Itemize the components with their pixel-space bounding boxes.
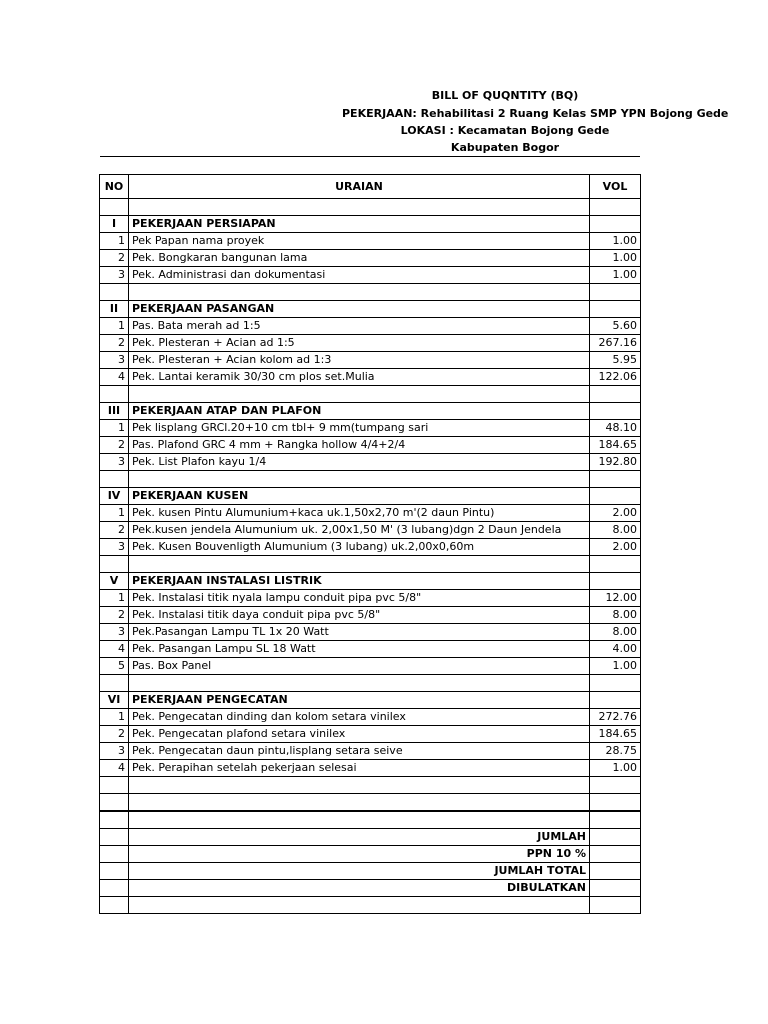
section-row [100, 692, 641, 709]
table-row [100, 454, 641, 471]
blank-row [100, 675, 641, 692]
empty-cell[interactable] [100, 897, 129, 914]
section-row [100, 301, 641, 318]
table-row [100, 505, 641, 522]
item-volume-cell[interactable]: 8.00 [590, 624, 641, 641]
table-row [100, 743, 641, 760]
item-number-cell[interactable]: 1 [100, 505, 129, 522]
item-description-cell[interactable]: Pek. Instalasi titik daya conduit pipa pvc 5/8" [129, 607, 590, 624]
empty-cell[interactable] [100, 777, 129, 794]
empty-cell[interactable] [590, 811, 641, 829]
item-volume-cell[interactable]: 184.65 [590, 726, 641, 743]
item-volume-cell[interactable]: 1.00 [590, 658, 641, 675]
item-volume-cell[interactable]: 5.95 [590, 352, 641, 369]
item-volume-cell[interactable]: 1.00 [590, 267, 641, 284]
job-description: PEKERJAAN: Rehabilitasi 2 Ruang Kelas SMP YPN Bojong Gede [342, 107, 729, 120]
blank-row [100, 556, 641, 573]
table-row [100, 318, 641, 335]
empty-cell[interactable] [590, 301, 641, 318]
item-number-cell[interactable]: 1 [100, 709, 129, 726]
empty-cell[interactable] [590, 284, 641, 301]
item-number-cell[interactable]: 2 [100, 522, 129, 539]
empty-cell[interactable] [590, 216, 641, 233]
item-description-cell[interactable]: Pek. Lantai keramik 30/30 cm plos set.Mulia [129, 369, 590, 386]
table-row [100, 658, 641, 675]
item-description-cell[interactable]: Pas. Plafond GRC 4 mm + Rangka hollow 4/4+2/4 [129, 437, 590, 454]
empty-cell[interactable] [100, 199, 129, 216]
empty-cell[interactable] [590, 777, 641, 794]
section-row [100, 216, 641, 233]
bq-table [99, 174, 641, 914]
item-number-cell[interactable]: 4 [100, 369, 129, 386]
item-number-cell[interactable]: 2 [100, 607, 129, 624]
item-volume-cell[interactable]: 272.76 [590, 709, 641, 726]
empty-cell[interactable] [590, 573, 641, 590]
summary-value-cell[interactable] [590, 846, 641, 863]
item-description-cell[interactable]: Pek. Kusen Bouvenligth Alumunium (3 lubang) uk.2,00x0,60m [129, 539, 590, 556]
section-number-cell[interactable]: VI [100, 692, 129, 709]
table-row [100, 726, 641, 743]
empty-cell[interactable] [590, 794, 641, 812]
item-number-cell[interactable]: 5 [100, 658, 129, 675]
item-number-cell[interactable]: 4 [100, 760, 129, 777]
empty-cell[interactable] [129, 777, 590, 794]
section-number-cell[interactable]: I [100, 216, 129, 233]
section-row [100, 488, 641, 505]
item-number-cell[interactable]: 1 [100, 233, 129, 250]
table-row [100, 641, 641, 658]
table-row [100, 335, 641, 352]
item-volume-cell[interactable]: 4.00 [590, 641, 641, 658]
empty-cell[interactable] [590, 897, 641, 914]
item-volume-cell[interactable]: 1.00 [590, 760, 641, 777]
empty-cell[interactable] [100, 863, 129, 880]
empty-cell[interactable] [129, 199, 590, 216]
item-number-cell[interactable]: 3 [100, 743, 129, 760]
empty-cell[interactable] [100, 386, 129, 403]
item-description-cell[interactable]: Pek. Plesteran + Acian kolom ad 1:3 [129, 352, 590, 369]
item-description-cell[interactable]: Pek. Administrasi dan dokumentasi [129, 267, 590, 284]
item-volume-cell[interactable]: 28.75 [590, 743, 641, 760]
item-description-cell[interactable]: Pek. Pengecatan plafond setara vinilex [129, 726, 590, 743]
item-volume-cell[interactable]: 184.65 [590, 437, 641, 454]
item-volume-cell[interactable]: 1.00 [590, 233, 641, 250]
item-number-cell[interactable]: 2 [100, 437, 129, 454]
header-divider [100, 156, 640, 157]
item-volume-cell[interactable]: 8.00 [590, 607, 641, 624]
item-volume-cell[interactable]: 2.00 [590, 539, 641, 556]
empty-cell[interactable] [129, 284, 590, 301]
table-header-row [100, 175, 641, 199]
section-number-cell[interactable]: IV [100, 488, 129, 505]
table-row [100, 760, 641, 777]
empty-cell[interactable] [590, 471, 641, 488]
section-row [100, 403, 641, 420]
summary-value-cell[interactable] [590, 880, 641, 897]
section-row [100, 573, 641, 590]
table-row [100, 607, 641, 624]
empty-cell[interactable] [129, 675, 590, 692]
item-number-cell[interactable]: 2 [100, 250, 129, 267]
item-description-cell[interactable]: Pek.kusen jendela Alumunium uk. 2,00x1,50 M' (3 lubang)dgn 2 Daun Jendela [129, 522, 590, 539]
blank-row [100, 199, 641, 216]
section-number-cell[interactable]: V [100, 573, 129, 590]
empty-cell[interactable] [100, 471, 129, 488]
blank-row [100, 777, 641, 794]
empty-cell[interactable] [100, 284, 129, 301]
empty-cell[interactable] [590, 386, 641, 403]
section-title-cell[interactable]: PEKERJAAN ATAP DAN PLAFON [129, 403, 590, 420]
empty-cell[interactable] [100, 811, 129, 829]
bq-table-body [100, 175, 641, 914]
item-description-cell[interactable]: Pek. kusen Pintu Alumunium+kaca uk.1,50x2,70 m'(2 daun Pintu) [129, 505, 590, 522]
item-volume-cell[interactable]: 2.00 [590, 505, 641, 522]
summary-label-cell[interactable]: JUMLAH [129, 829, 590, 846]
summary-label-cell[interactable]: JUMLAH TOTAL [129, 863, 590, 880]
column-header-no[interactable]: NO [100, 175, 129, 199]
item-number-cell[interactable]: 1 [100, 420, 129, 437]
empty-cell[interactable] [100, 556, 129, 573]
item-volume-cell[interactable]: 48.10 [590, 420, 641, 437]
item-number-cell[interactable]: 3 [100, 352, 129, 369]
item-number-cell[interactable]: 1 [100, 318, 129, 335]
table-row [100, 709, 641, 726]
summary-row [100, 846, 641, 863]
empty-cell[interactable] [129, 794, 590, 812]
item-number-cell[interactable]: 1 [100, 590, 129, 607]
blank-row [100, 471, 641, 488]
item-volume-cell[interactable]: 8.00 [590, 522, 641, 539]
item-volume-cell[interactable]: 267.16 [590, 335, 641, 352]
item-description-cell[interactable]: Pek. Instalasi titik nyala lampu conduit pipa pvc 5/8" [129, 590, 590, 607]
blank-row [100, 386, 641, 403]
summary-value-cell[interactable] [590, 863, 641, 880]
column-header-vol[interactable]: VOL [590, 175, 641, 199]
item-volume-cell[interactable]: 122.06 [590, 369, 641, 386]
section-title-cell[interactable]: PEKERJAAN PERSIAPAN [129, 216, 590, 233]
table-row [100, 624, 641, 641]
table-row [100, 522, 641, 539]
summary-row [100, 880, 641, 897]
empty-cell[interactable] [100, 846, 129, 863]
section-number-cell[interactable]: II [100, 301, 129, 318]
section-number-cell[interactable]: III [100, 403, 129, 420]
table-row [100, 539, 641, 556]
empty-cell[interactable] [590, 675, 641, 692]
table-row [100, 437, 641, 454]
empty-cell[interactable] [590, 556, 641, 573]
item-number-cell[interactable]: 2 [100, 335, 129, 352]
column-header-uraian[interactable]: URAIAN [129, 175, 590, 199]
blank-row [100, 284, 641, 301]
empty-cell[interactable] [100, 675, 129, 692]
section-title-cell[interactable]: PEKERJAAN PENGECATAN [129, 692, 590, 709]
item-volume-cell[interactable]: 5.60 [590, 318, 641, 335]
empty-cell[interactable] [590, 692, 641, 709]
location-line: LOKASI : Kecamatan Bojong Gede [400, 124, 610, 137]
item-number-cell[interactable]: 3 [100, 454, 129, 471]
summary-row [100, 863, 641, 880]
item-number-cell[interactable]: 3 [100, 539, 129, 556]
summary-value-cell[interactable] [590, 829, 641, 846]
item-number-cell[interactable]: 2 [100, 726, 129, 743]
section-title-cell[interactable]: PEKERJAAN KUSEN [129, 488, 590, 505]
item-description-cell[interactable]: Pek. List Plafon kayu 1/4 [129, 454, 590, 471]
item-volume-cell[interactable]: 12.00 [590, 590, 641, 607]
item-number-cell[interactable]: 4 [100, 641, 129, 658]
item-description-cell[interactable]: Pek Papan nama proyek [129, 233, 590, 250]
item-description-cell[interactable]: Pek.Pasangan Lampu TL 1x 20 Watt [129, 624, 590, 641]
summary-label-cell[interactable]: DIBULATKAN [129, 880, 590, 897]
item-volume-cell[interactable]: 192.80 [590, 454, 641, 471]
blank-row [100, 794, 641, 812]
table-row [100, 590, 641, 607]
item-number-cell[interactable]: 3 [100, 624, 129, 641]
table-row [100, 267, 641, 284]
table-row [100, 420, 641, 437]
table-row [100, 369, 641, 386]
summary-label-cell[interactable]: PPN 10 % [129, 846, 590, 863]
item-number-cell[interactable]: 3 [100, 267, 129, 284]
summary-row [100, 829, 641, 846]
blank-row [100, 811, 641, 829]
item-description-cell[interactable]: Pek. Pasangan Lampu SL 18 Watt [129, 641, 590, 658]
empty-cell[interactable] [129, 556, 590, 573]
item-description-cell[interactable]: Pek. Bongkaran bangunan lama [129, 250, 590, 267]
item-volume-cell[interactable]: 1.00 [590, 250, 641, 267]
item-description-cell[interactable]: Pas. Bata merah ad 1:5 [129, 318, 590, 335]
table-row [100, 233, 641, 250]
section-title-cell[interactable]: PEKERJAAN INSTALASI LISTRIK [129, 573, 590, 590]
item-description-cell[interactable]: Pek. Perapihan setelah pekerjaan selesai [129, 760, 590, 777]
empty-cell[interactable] [129, 811, 590, 829]
table-row [100, 352, 641, 369]
empty-cell[interactable] [590, 488, 641, 505]
empty-cell[interactable] [100, 880, 129, 897]
empty-cell[interactable] [590, 199, 641, 216]
section-title-cell[interactable]: PEKERJAAN PASANGAN [129, 301, 590, 318]
empty-cell[interactable] [129, 386, 590, 403]
regency-line: Kabupaten Bogor [450, 141, 560, 154]
empty-cell[interactable] [100, 794, 129, 812]
empty-cell[interactable] [129, 471, 590, 488]
empty-cell[interactable] [590, 403, 641, 420]
document-title: BILL OF QUQNTITY (BQ) [431, 89, 579, 102]
item-description-cell[interactable]: Pek. Plesteran + Acian ad 1:5 [129, 335, 590, 352]
empty-cell[interactable] [129, 897, 590, 914]
item-description-cell[interactable]: Pek. Pengecatan dinding dan kolom setara vinilex [129, 709, 590, 726]
empty-cell[interactable] [100, 829, 129, 846]
item-description-cell[interactable]: Pas. Box Panel [129, 658, 590, 675]
item-description-cell[interactable]: Pek lisplang GRCl.20+10 cm tbl+ 9 mm(tumpang sari [129, 420, 590, 437]
blank-row [100, 897, 641, 914]
table-row [100, 250, 641, 267]
item-description-cell[interactable]: Pek. Pengecatan daun pintu,lisplang setara seive [129, 743, 590, 760]
